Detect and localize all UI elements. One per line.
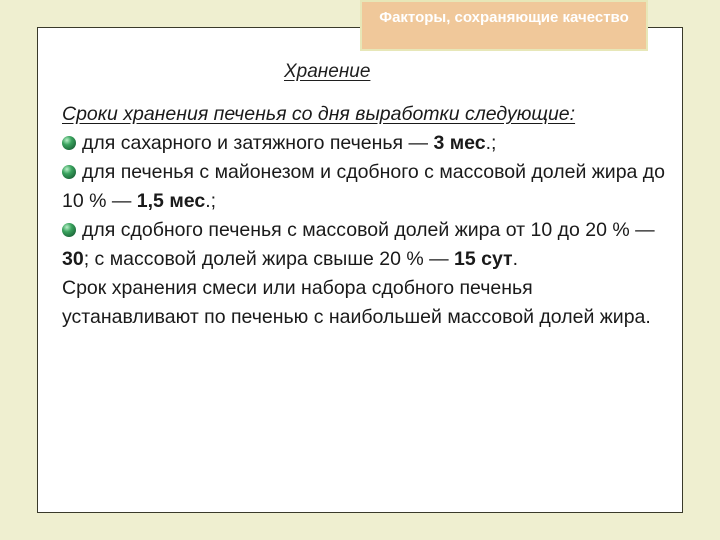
bullet-item-2 xyxy=(62,158,674,216)
header-box xyxy=(360,0,648,51)
bullet-2-after: .; xyxy=(205,190,217,212)
bullet-3-bold-2: 15 сут xyxy=(454,248,513,270)
content-text xyxy=(62,100,674,332)
green-sphere-bullet-icon xyxy=(62,136,76,150)
bullet-1-bold: 3 мес xyxy=(433,132,486,154)
bullet-item-3 xyxy=(62,216,674,274)
green-sphere-bullet-icon xyxy=(62,165,76,179)
bullet-1-after: .; xyxy=(485,132,497,154)
bullet-2-bold: 1,5 мес xyxy=(136,190,206,212)
bullet-3-after: . xyxy=(512,248,519,270)
bullet-item-1 xyxy=(62,129,674,158)
closing-text: Срок хранения смеси или набора сдобного печенья устанавливают по печенью с наибольшей массовой долей жира. xyxy=(62,277,651,328)
bullet-2-before: для печенья с майонезом и сдобного с массовой долей жира до 10 % — xyxy=(62,161,666,212)
intro-text: Сроки хранения печенья со дня выработки следующие: xyxy=(62,103,576,125)
header-title: Факторы, сохраняющие качество xyxy=(379,9,629,26)
green-sphere-bullet-icon xyxy=(62,223,76,237)
section-subtitle: Хранение xyxy=(284,61,371,82)
bullet-3-before: для сдобного печенья с массовой долей жира от 10 до 20 % — xyxy=(82,219,655,241)
bullet-3-bold-1: 30 xyxy=(62,248,84,270)
bullet-1-before: для сахарного и затяжного печенья — xyxy=(82,132,434,154)
bullet-3-middle: ; с массовой долей жира свыше 20 % — xyxy=(83,248,455,270)
